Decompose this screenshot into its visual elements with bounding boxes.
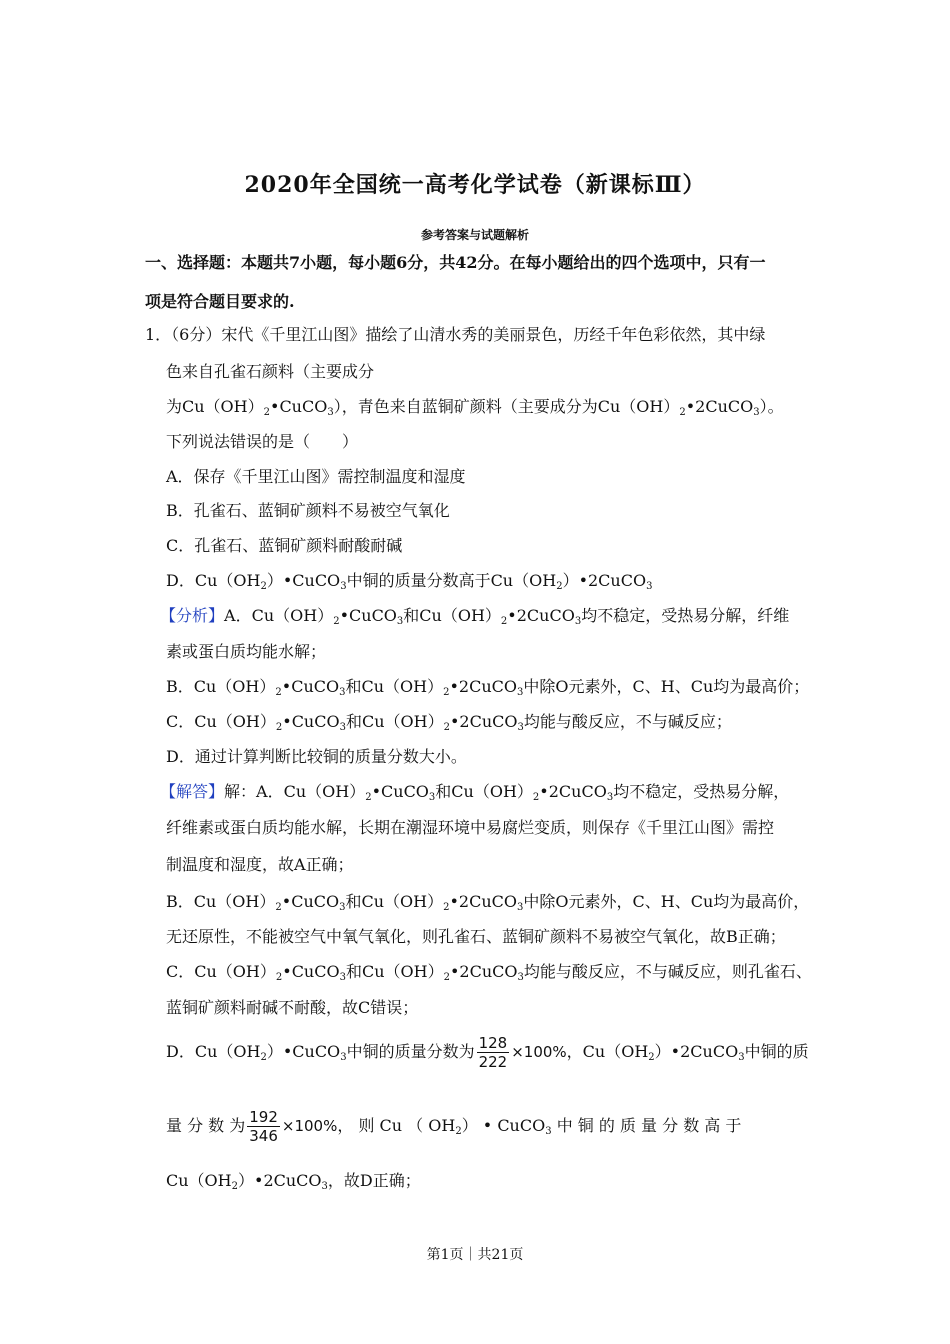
question-1-stem-line4: 下列说法错误的是（ ）: [166, 432, 359, 451]
analysis-line5: D．通过计算判断比较铜的质量分数大小。: [166, 747, 467, 766]
section-heading-line2: 项是符合题目要求的.: [145, 292, 295, 311]
analysis-line2: 素或蛋白质均能水解；: [166, 642, 327, 661]
analysis-line4: C．$Cu(OH)_2•CuCO_3$和$Cu(OH)_2•2CuCO_3$均能与酸反应，不与碱反应；: [166, 712, 732, 733]
fraction-192-346: $\frac{192}{346}$: [249, 1108, 278, 1145]
answer-line3: 制温度和湿度，故A正确；: [166, 855, 354, 874]
answer-line7: 蓝铜矿颜料耐碱不耐酸，故C错误；: [166, 998, 419, 1017]
answer-line1: 【解答】解：A．$Cu(OH)_2•CuCO_3$和$Cu(OH)_2•2CuCO_3$均不稳定，受热易分解，: [160, 782, 790, 803]
option-a: A．保存《千里江山图》需控制温度和湿度: [166, 467, 466, 486]
answer-line10: $Cu(OH_2)•2CuCO_3$，故D正确；: [166, 1171, 421, 1192]
option-b: B．孔雀石、蓝铜矿颜料不易被空气氧化: [166, 501, 450, 520]
answer-line6: C．$Cu(OH)_2•CuCO_3$和$Cu(OH)_2•2CuCO_3$均能与酸反应，不与碱反应，则孔雀石、: [166, 962, 812, 983]
section-heading-line1: 一、选择题：本题共7小题，每小题6分，共42分。在每小题给出的四个选项中，只有一: [145, 253, 766, 272]
answer-line5: 无还原性，不能被空气中氧气氧化，则孔雀石、蓝铜矿颜料不易被空气氧化，故B正确；: [166, 927, 786, 946]
analysis-line3: B．$Cu(OH)_2•CuCO_3$和$Cu(OH)_2•2CuCO_3$中除O元素外，C、H、Cu均为最高价；: [166, 677, 810, 698]
answer-line4: B．$Cu(OH)_2•CuCO_3$和$Cu(OH)_2•2CuCO_3$中除O元素外，C、H、Cu均为最高价，: [166, 892, 810, 913]
analysis-tag: 【分析】: [160, 606, 225, 625]
analysis-line1: 【分析】A．$Cu(OH)_2•CuCO_3$和$Cu(OH)_2•2CuCO_3$均不稳定，受热易分解，纤维: [160, 606, 790, 627]
option-d: D．$Cu(OH_2)•CuCO_3$中铜的质量分数高于$Cu(OH_2)•2CuCO_3$: [166, 571, 653, 592]
page-footer: 第1页｜共21页: [426, 1247, 524, 1263]
answer-line9: 量 分 数 为 $\frac{192}{346}$ ×100%， 则 Cu （ $OH_2$） • CuCO$_3$ 中 铜 的 质 量 分 数 高 于: [166, 1108, 742, 1145]
question-1-stem-line1: 1．（6分）宋代《千里江山图》描绘了山清水秀的美丽景色，历经千年色彩依然，其中绿: [145, 325, 766, 344]
question-1-stem-line3: 为$Cu(OH)_2•CuCO_3$），青色来自蓝铜矿颜料（主要成分为$Cu(OH)_2•2CuCO_3$）。: [166, 397, 784, 418]
answer-line2: 纤维素或蛋白质均能水解，长期在潮湿环境中易腐烂变质，则保存《千里江山图》需控: [166, 818, 775, 837]
option-c: C．孔雀石、蓝铜矿颜料耐酸耐碱: [166, 536, 403, 555]
question-1-stem-line2: 色来自孔雀石颜料（主要成分: [166, 362, 375, 381]
paper-subtitle: 参考答案与试题解析: [420, 228, 529, 242]
paper-title: 2020年全国统一高考化学试卷（新课标Ⅲ）: [244, 172, 706, 198]
answer-tag: 【解答】: [160, 782, 225, 801]
fraction-128-222: $\frac{128}{222}$: [478, 1034, 508, 1071]
answer-line8: D．$Cu(OH_2)•CuCO_3$中铜的质量分数为 $\frac{128}{222}$ ×100%，$Cu(OH_2)•2CuCO_3$中铜的质: [166, 1034, 809, 1071]
